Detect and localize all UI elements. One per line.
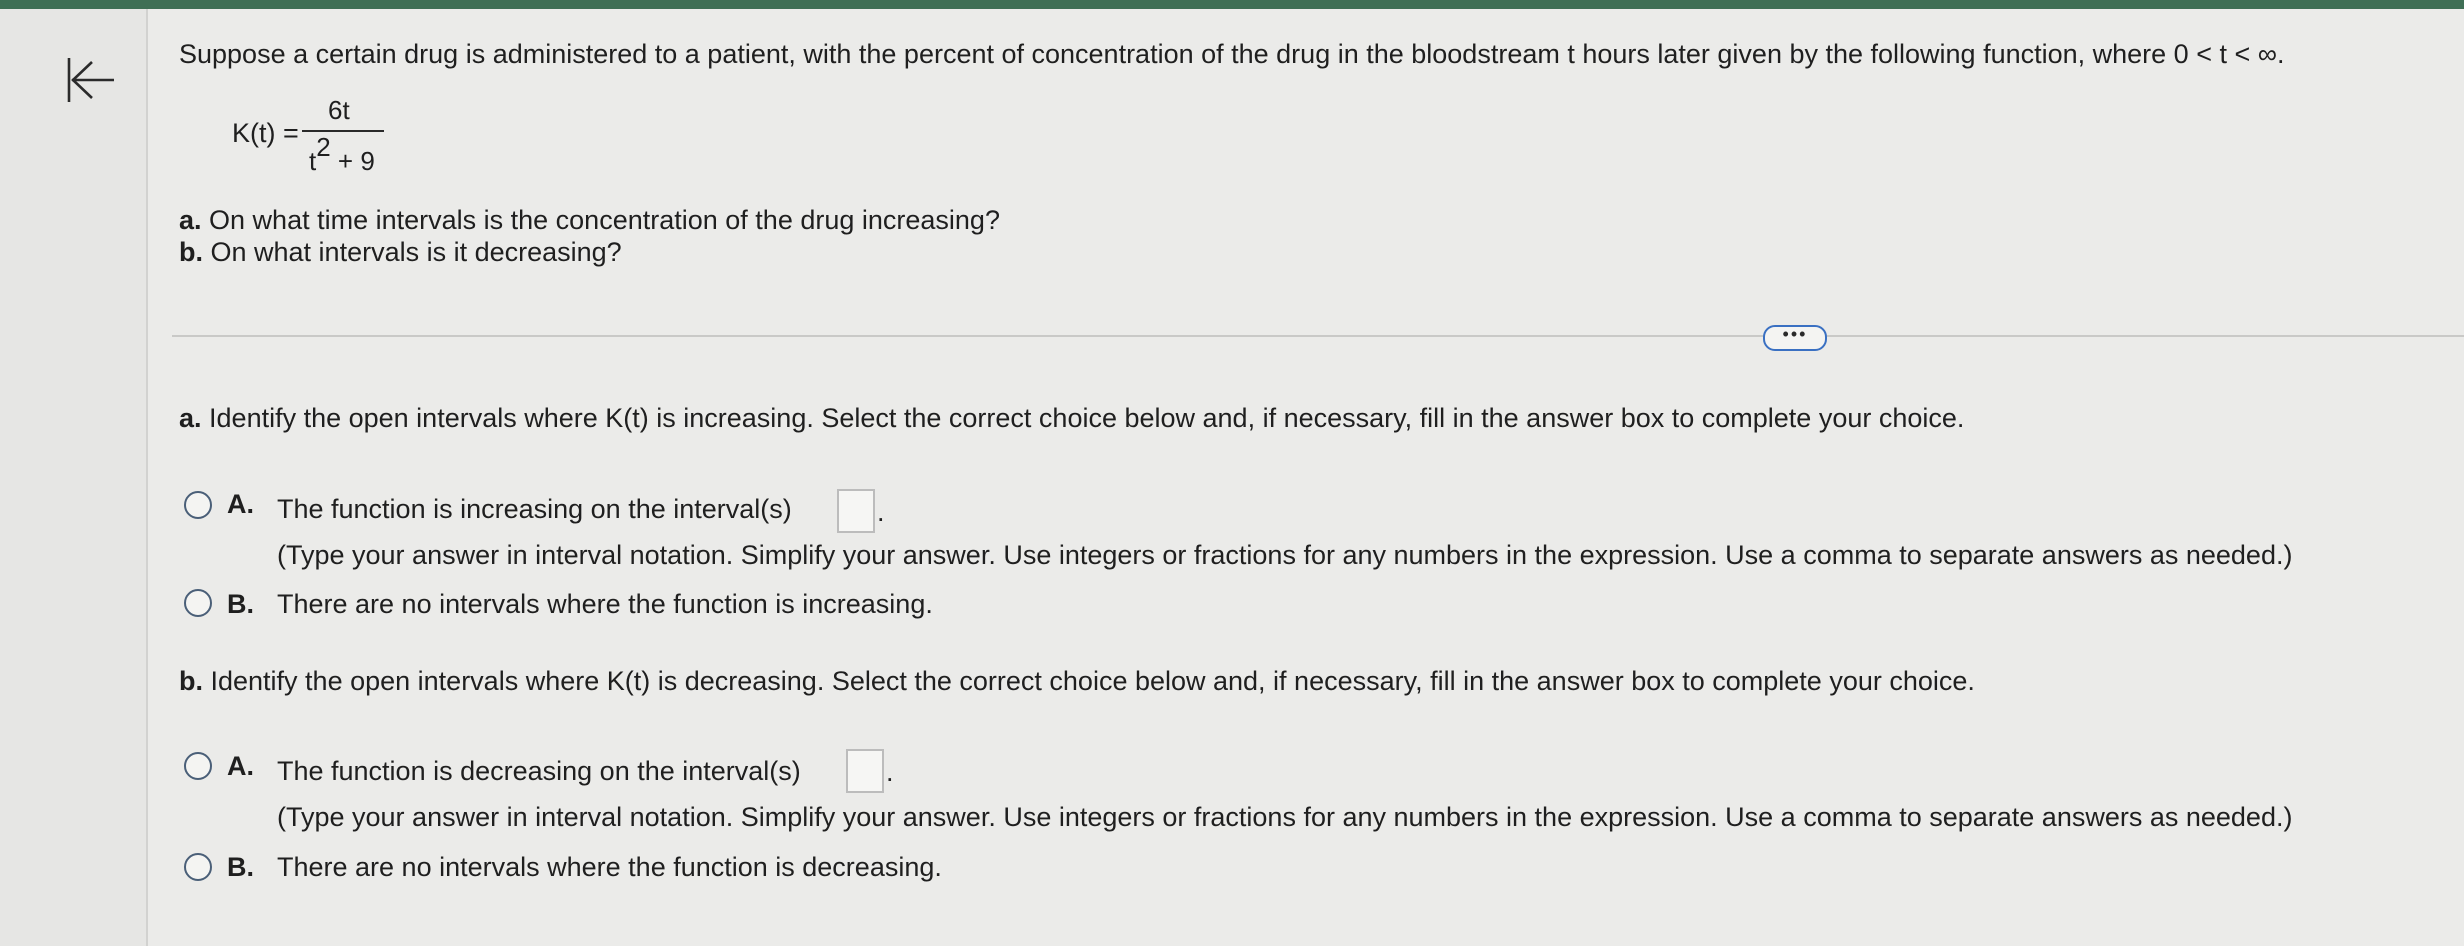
function-numerator: 6t xyxy=(328,95,350,125)
part-b-period: . xyxy=(886,757,894,787)
question-a-prefix: a. xyxy=(179,205,202,235)
question-a xyxy=(179,204,1000,236)
left-rail xyxy=(0,9,147,946)
part-a-option-a-text: The function is increasing on the interval(s) xyxy=(277,494,792,524)
denominator-base: t xyxy=(309,146,317,176)
section-separator xyxy=(172,335,2464,337)
part-b-option-a-radio[interactable] xyxy=(184,752,212,780)
question-b-text: On what intervals is it decreasing? xyxy=(203,237,622,267)
part-a-prompt xyxy=(179,402,1964,434)
part-b-option-a-text: The function is decreasing on the interval(s) xyxy=(277,756,801,786)
part-b-option-b-letter: B. xyxy=(227,852,254,882)
part-a-option-b-radio[interactable] xyxy=(184,589,212,617)
fraction-bar xyxy=(302,130,384,132)
function-label: K(t) = xyxy=(232,118,299,148)
part-a-answer-box[interactable] xyxy=(837,489,875,533)
part-a-prompt-text: Identify the open intervals where K(t) is increasing. Select the correct choice below and, if necessary, fill in the answer box to complete your choice. xyxy=(201,403,1965,433)
part-b-answer-box[interactable] xyxy=(846,749,884,793)
more-options-button[interactable] xyxy=(1763,325,1827,351)
question-a-text: On what time intervals is the concentration of the drug increasing? xyxy=(201,205,1000,235)
more-options-dots: ••• xyxy=(1782,324,1808,344)
part-a-option-a-radio[interactable] xyxy=(184,491,212,519)
part-a-option-a-hint: (Type your answer in interval notation. Simplify your answer. Use integers or fractions for any numbers in the expression. Use a comma to separate answers as needed.) xyxy=(277,540,2293,570)
part-b-prefix: b. xyxy=(179,666,203,696)
part-b-prompt-text: Identify the open intervals where K(t) is decreasing. Select the correct choice below and, if necessary, fill in the answer box to complete your choice. xyxy=(203,666,1975,696)
part-a-prefix: a. xyxy=(179,403,202,433)
part-b-prompt xyxy=(179,665,1975,697)
part-a-option-b-text: There are no intervals where the function is increasing. xyxy=(277,589,933,619)
part-b-option-a-hint: (Type your answer in interval notation. Simplify your answer. Use integers or fractions for any numbers in the expression. Use a comma to separate answers as needed.) xyxy=(277,802,2293,832)
function-denominator xyxy=(309,132,375,177)
denominator-exponent: 2 xyxy=(316,132,331,162)
part-b-option-a-letter: A. xyxy=(227,751,254,781)
part-b-option-b-text: There are no intervals where the function is decreasing. xyxy=(277,852,942,882)
part-b-option-b-radio[interactable] xyxy=(184,853,212,881)
part-a-period: . xyxy=(877,497,885,527)
part-a-option-a-letter: A. xyxy=(227,489,254,519)
question-b-prefix: b. xyxy=(179,237,203,267)
denominator-rest: + 9 xyxy=(330,146,375,176)
collapse-left-arrow-icon[interactable] xyxy=(58,52,118,112)
top-accent-strip xyxy=(0,0,2464,9)
part-a-option-b-letter: B. xyxy=(227,589,254,619)
problem-statement: Suppose a certain drug is administered to a patient, with the percent of concentration of the drug in the bloodstream t hours later given by the following function, where 0 < t < ∞. xyxy=(179,39,2285,69)
question-b xyxy=(179,236,622,268)
